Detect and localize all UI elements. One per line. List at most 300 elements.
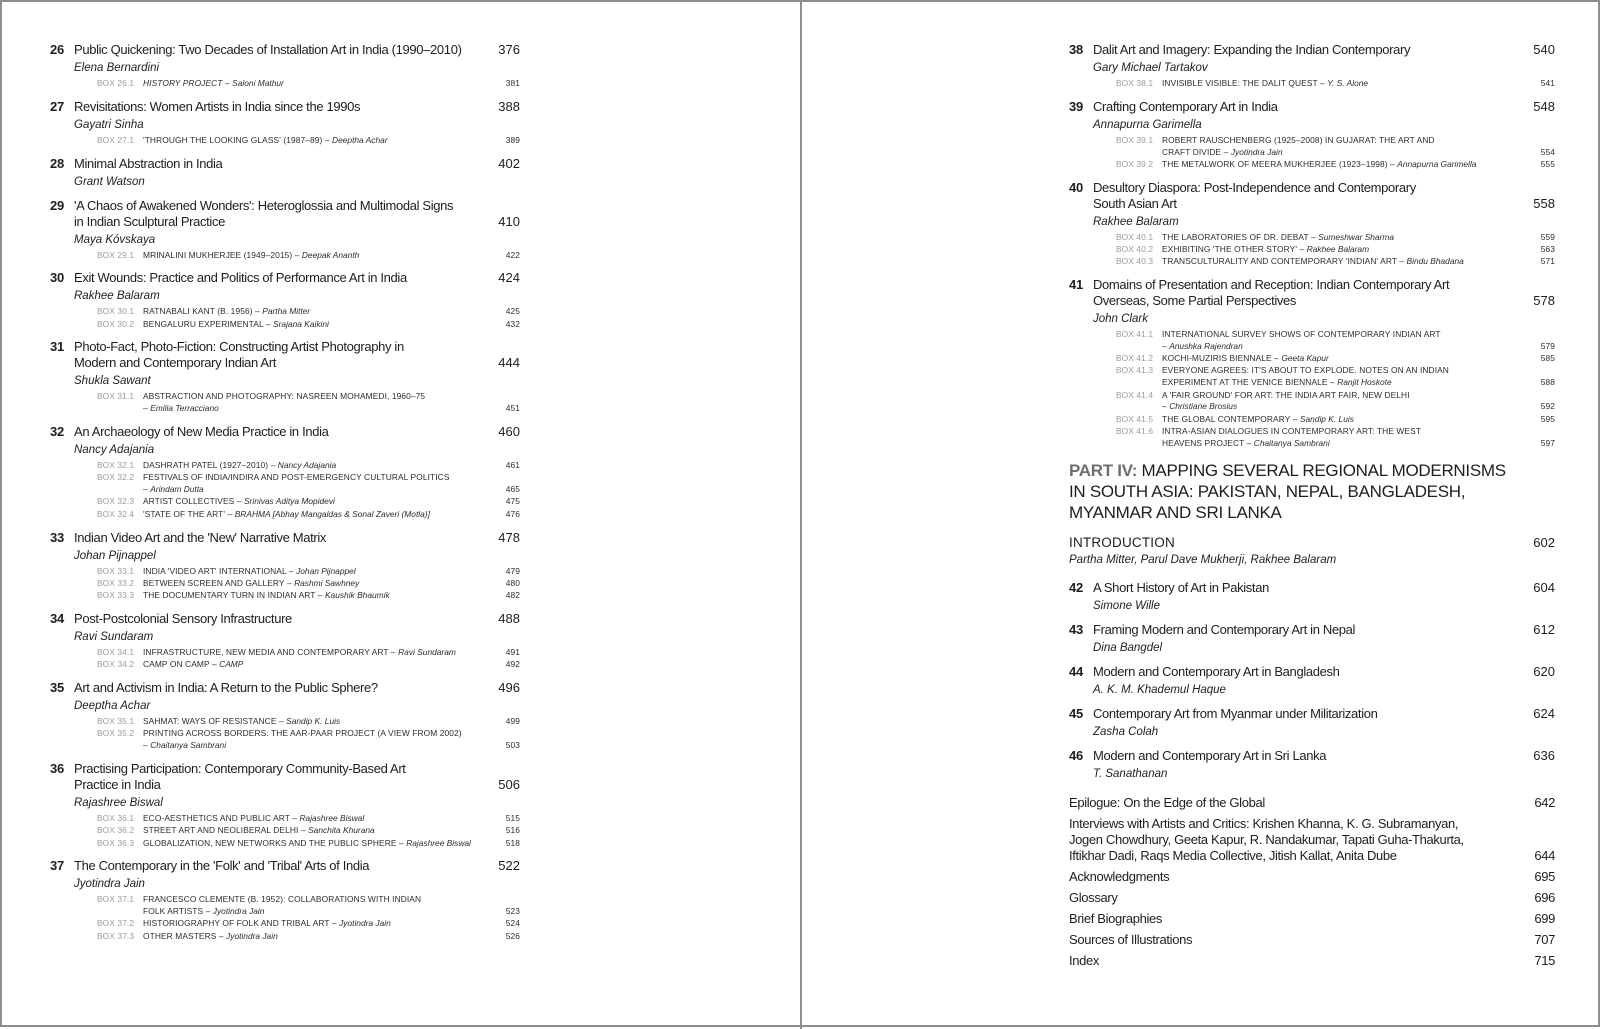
box-author: Jyotindra Jain (1230, 146, 1283, 157)
box-label: BOX 30.1 (97, 306, 135, 317)
chapter-title-line: South Asian Art (1093, 195, 1177, 211)
chapter-title (74, 611, 490, 627)
right-toc-column (1069, 42, 1555, 969)
chapter-title-line: 'A Chaos of Awakened Wonders': Heteroglossia and Multimodal Signs (74, 197, 454, 213)
introduction-page: 602 (1533, 534, 1555, 550)
box-author: Emilia Terracciano (150, 403, 219, 414)
box-text (143, 590, 500, 602)
chapter-page: 522 (498, 858, 520, 874)
chapter-entry (50, 156, 520, 189)
box-author: Chaitanya Sambrani (1253, 437, 1330, 448)
chapter-entry (50, 339, 520, 415)
introduction-title: INTRODUCTION (1069, 534, 1175, 550)
chapter-title-line: Practice in India (74, 776, 161, 792)
box-text (143, 813, 500, 825)
chapter-author: Elena Bernardini (74, 62, 160, 74)
part4-chapter-list (1069, 580, 1555, 781)
box-title: PRINTING ACROSS BORDERS: THE AAR-PAAR PROJECT (A VIEW FROM 2002) (143, 728, 462, 739)
box-title: EXPERIMENT AT THE VENICE BIENNALE (1162, 377, 1328, 388)
chapter-title-line: Exit Wounds: Practice and Politics of Performance Art in India (74, 270, 407, 286)
box-title: FRANCESCO CLEMENTE (B. 1952): COLLABORATIONS WITH INDIAN (143, 894, 422, 905)
chapter-title-line: Post-Postcolonial Sensory Infrastructure (74, 610, 292, 626)
chapter-author: Gary Michael Tartakov (1093, 62, 1208, 74)
box-text (1162, 135, 1535, 159)
introduction-authors: Partha Mitter, Parul Dave Mukherji, Rakhee Balaram (1069, 553, 1337, 566)
box-label: BOX 41.5 (1116, 413, 1154, 424)
box-title: HISTORIOGRAPHY OF FOLK AND TRIBAL ART (143, 918, 330, 929)
box-title-line: RATNABALI KANT (B. 1956) – Partha Mitter (143, 306, 311, 317)
box-text (143, 578, 500, 590)
box-entry (1116, 390, 1555, 414)
box-entry (97, 509, 520, 521)
end-matter-title (1069, 795, 1526, 811)
chapter-title (74, 99, 490, 115)
box-title-line: EXHIBITING 'THE OTHER STORY' – Rakhee Balaram (1162, 243, 1370, 254)
box-title: HISTORY PROJECT (143, 78, 223, 88)
box-title: THE GLOBAL CONTEMPORARY (1162, 413, 1291, 424)
chapter-heading (1069, 580, 1555, 596)
box-author: Deeptha Achar (332, 134, 388, 145)
chapter-title-line: Art and Activism in India: A Return to the Public Sphere? (74, 680, 378, 696)
box-text (143, 496, 500, 508)
chapter-author: Ravi Sundaram (74, 630, 154, 643)
chapter-page: 636 (1533, 747, 1555, 763)
chapter-number: 27 (50, 98, 65, 114)
box-page: 381 (505, 78, 520, 88)
chapter-page: 496 (498, 680, 520, 696)
box-title: STREET ART AND NEOLIBERAL DELHI (143, 825, 299, 836)
chapter-author: Dina Bangdel (1093, 641, 1163, 654)
box-title-line: HEAVENS PROJECT – Chaitanya Sambrani (1162, 437, 1330, 448)
chapter-heading (1069, 99, 1555, 115)
box-label: BOX 40.3 (1116, 256, 1154, 267)
box-page: 499 (505, 716, 520, 727)
box-list (1116, 329, 1555, 449)
box-text (1162, 414, 1535, 426)
box-text (1162, 365, 1535, 389)
chapter-author: Gayatri Sinha (74, 118, 144, 131)
end-matter-entry (1069, 911, 1555, 927)
box-title-line: DASHRATH PATEL (1927–2010) – Nancy Adajania (143, 460, 337, 471)
box-label: BOX 27.1 (97, 134, 135, 145)
box-list (97, 391, 520, 415)
chapter-entry (1069, 664, 1555, 697)
box-label: BOX 41.2 (1116, 353, 1154, 364)
box-author: Sandip K. Luis (286, 716, 341, 727)
chapter-title (74, 424, 490, 440)
box-list (97, 813, 520, 849)
box-page: 480 (505, 577, 520, 588)
box-text (1162, 256, 1535, 268)
box-title: INFRASTRUCTURE, NEW MEDIA AND CONTEMPORARY ART (143, 646, 389, 657)
chapter-page: 624 (1533, 705, 1555, 721)
box-text (143, 716, 500, 728)
chapter-author: Maya Kóvskaya (74, 233, 156, 246)
box-entry (97, 472, 520, 496)
chapter-title (1093, 748, 1525, 764)
box-text (143, 250, 500, 262)
box-title: FESTIVALS OF INDIA/INDIRA AND POST-EMERGENCY CULTURAL POLITICS (143, 472, 450, 483)
box-text (143, 460, 500, 472)
box-author: Jyotindra Jain (212, 906, 265, 917)
chapter-number: 31 (50, 339, 65, 355)
box-title-line: 'THROUGH THE LOOKING GLASS' (1987–89) – Deeptha Achar (143, 134, 388, 145)
box-title-line: INDIA 'VIDEO ART' INTERNATIONAL – Johan Pijnappel (143, 565, 356, 576)
box-title: ARTIST COLLECTIVES (143, 496, 235, 507)
box-label: BOX 40.2 (1116, 243, 1154, 254)
box-author: Geeta Kapur (1281, 353, 1329, 364)
right-chapter-list (1069, 42, 1555, 450)
box-page: 592 (1540, 401, 1555, 412)
box-title: EXHIBITING 'THE OTHER STORY' (1162, 243, 1298, 254)
box-text (1162, 353, 1535, 365)
box-author: Deepak Ananth (301, 249, 360, 260)
chapter-title-line: Domains of Presentation and Reception: Indian Contemporary Art (1093, 277, 1450, 293)
chapter-number: 32 (50, 424, 65, 440)
box-title: INVISIBLE VISIBLE: THE DALIT QUEST (1162, 78, 1318, 88)
chapter-number: 44 (1069, 663, 1084, 679)
chapter-title-line: Desultory Diaspora: Post-Independence and Contemporary (1093, 179, 1416, 195)
box-title-line: STREET ART AND NEOLIBERAL DELHI – Sanchita Khurana (143, 825, 375, 836)
box-entry (97, 78, 520, 90)
end-matter-line: Sources of Illustrations (1069, 931, 1193, 947)
box-author: Nancy Adajania (277, 460, 337, 471)
box-title-line: THE LABORATORIES OF DR. DEBAT – Sumeshwar Sharma (1162, 231, 1395, 242)
box-author: Ravi Sundaram (398, 646, 456, 657)
box-entry (97, 391, 520, 415)
box-page: 492 (505, 659, 520, 670)
box-entry (97, 716, 520, 728)
box-list (97, 306, 520, 330)
box-author-line: – Christiane Brosius (1162, 401, 1238, 412)
box-list (97, 566, 520, 602)
end-matter-page: 695 (1534, 868, 1555, 884)
chapter-heading (1069, 277, 1555, 309)
box-entry (1116, 426, 1555, 450)
chapter-title (1093, 42, 1525, 58)
chapter-number: 29 (50, 197, 65, 213)
box-label: BOX 32.2 (97, 472, 135, 483)
chapter-author: T. Sanathanan (1093, 767, 1168, 780)
box-title-line: KOCHI-MUZIRIS BIENNALE – Geeta Kapur (1162, 353, 1329, 364)
box-page: 554 (1540, 146, 1555, 157)
end-matter-entry (1069, 816, 1555, 864)
box-author: Johan Pijnappel (296, 565, 356, 576)
end-matter-page: 699 (1534, 910, 1555, 926)
chapter-heading (50, 761, 520, 793)
box-title-line: CAMP ON CAMP – CAMP (143, 659, 244, 670)
box-page: 482 (505, 590, 520, 601)
chapter-title (74, 858, 490, 874)
chapter-author: Grant Watson (74, 175, 145, 188)
box-list (97, 894, 520, 942)
box-title: A 'FAIR GROUND' FOR ART: THE INDIA ART FAIR, NEW DELHI (1162, 389, 1410, 400)
chapter-entry (1069, 748, 1555, 781)
box-page: 595 (1540, 413, 1555, 424)
chapter-heading (1069, 42, 1555, 58)
end-matter-title (1069, 932, 1526, 948)
box-page: 451 (505, 403, 520, 414)
box-entry (97, 813, 520, 825)
chapter-author: Shukla Sawant (74, 375, 151, 388)
box-page: 526 (505, 930, 520, 941)
chapter-title (1093, 706, 1525, 722)
chapter-number: 33 (50, 529, 65, 545)
box-title-line (143, 894, 500, 906)
box-text (143, 728, 500, 752)
box-title-line: THE METALWORK OF MEERA MUKHERJEE (1923–1998) – Annapurna Garimella (1162, 158, 1477, 169)
box-author: Kaushik Bhaumik (324, 590, 390, 601)
chapter-number: 35 (50, 680, 65, 696)
box-label: BOX 33.2 (97, 577, 135, 588)
chapter-number: 28 (50, 155, 65, 171)
chapter-heading (50, 611, 520, 627)
box-label: BOX 36.1 (97, 812, 135, 823)
chapter-author: Rakhee Balaram (1093, 215, 1179, 228)
end-matter-entry (1069, 932, 1555, 948)
chapter-title (74, 156, 490, 172)
box-page: 479 (505, 565, 520, 576)
box-title: ROBERT RAUSCHENBERG (1925–2008) IN GUJARAT: THE ART AND (1162, 134, 1435, 145)
chapter-entry (50, 680, 520, 752)
box-page: 597 (1540, 437, 1555, 448)
box-title: EVERYONE AGREES: IT'S ABOUT TO EXPLODE. NOTES ON AN INDIAN (1162, 365, 1449, 376)
chapter-author: Simone Wille (1093, 599, 1161, 612)
chapter-entry (1069, 580, 1555, 613)
box-text (143, 659, 500, 671)
right-page (802, 2, 1600, 1029)
part-heading-line: PART IV: MAPPING SEVERAL REGIONAL MODERNISMS (1069, 460, 1506, 480)
end-matter-entry (1069, 795, 1555, 811)
chapter-title (74, 680, 490, 696)
chapter-entry (1069, 706, 1555, 739)
chapter-page: 612 (1533, 621, 1555, 637)
chapter-page: 620 (1533, 663, 1555, 679)
chapter-heading (50, 156, 520, 172)
chapter-heading (1069, 180, 1555, 212)
box-page: 461 (505, 460, 520, 471)
chapter-number: 45 (1069, 705, 1084, 721)
box-author: CAMP (219, 659, 244, 670)
chapter-title (1093, 180, 1525, 212)
box-page: 541 (1540, 78, 1555, 88)
box-title: OTHER MASTERS (143, 930, 217, 941)
box-list (97, 250, 520, 262)
box-entry (97, 838, 520, 850)
chapter-entry (50, 424, 520, 520)
box-author: Ranjit Hoskote (1337, 377, 1392, 388)
box-page: 588 (1540, 377, 1555, 388)
box-title-line: SAHMAT: WAYS OF RESISTANCE – Sandip K. Luis (143, 716, 341, 727)
box-author: Anushka Rajendran (1169, 340, 1243, 351)
chapter-heading (50, 99, 520, 115)
box-title: 'THROUGH THE LOOKING GLASS' (1987–89) (143, 134, 323, 145)
box-entry (97, 931, 520, 943)
box-author: Y. S. Alone (1327, 78, 1369, 88)
chapter-page: 388 (498, 98, 520, 114)
box-label: BOX 30.2 (97, 318, 135, 329)
chapter-title-line: Minimal Abstraction in India (74, 155, 223, 171)
box-page: 523 (505, 906, 520, 917)
box-page: 579 (1540, 340, 1555, 351)
box-page: 515 (505, 812, 520, 823)
box-entry (97, 135, 520, 147)
left-toc-column (50, 42, 520, 943)
chapter-author: A. K. M. Khademul Haque (1093, 683, 1226, 696)
chapter-title-line: The Contemporary in the 'Folk' and 'Tribal' Arts of India (74, 858, 370, 874)
end-matter-list (1069, 795, 1555, 969)
box-entry (97, 578, 520, 590)
box-page: 465 (505, 484, 520, 495)
box-page: 491 (505, 646, 520, 657)
chapter-page: 548 (1533, 98, 1555, 114)
chapter-heading (1069, 622, 1555, 638)
box-author: BRAHMA [Abhay Mangaldas & Sonal Zaveri (Motla)] (234, 508, 430, 519)
chapter-title-line: Revisitations: Women Artists in India since the 1990s (74, 98, 361, 114)
chapter-title (1093, 580, 1525, 596)
box-entry (97, 894, 520, 918)
box-label: BOX 38.1 (1116, 78, 1154, 88)
box-label: BOX 41.4 (1116, 389, 1154, 400)
box-page: 571 (1540, 256, 1555, 267)
chapter-title (74, 530, 490, 546)
box-label: BOX 37.2 (97, 918, 135, 929)
chapter-page: 578 (1533, 293, 1555, 309)
box-label: BOX 36.2 (97, 825, 135, 836)
box-page: 425 (505, 306, 520, 317)
part-label: PART IV: (1069, 460, 1138, 480)
chapter-page: 424 (498, 270, 520, 286)
chapter-title-line: Modern and Contemporary Indian Art (74, 355, 276, 371)
chapter-author: John Clark (1093, 313, 1148, 326)
box-title-line: INVISIBLE VISIBLE: THE DALIT QUEST – Y. S. Alone (1162, 78, 1369, 88)
box-entry (1116, 135, 1555, 159)
box-author: Sumeshwar Sharma (1318, 231, 1395, 242)
box-label: BOX 41.1 (1116, 329, 1154, 340)
box-label: BOX 36.3 (97, 837, 135, 848)
box-author: Bindu Bhadana (1406, 256, 1464, 267)
box-author: Chaitanya Sambrani (150, 740, 227, 751)
box-author: Christiane Brosius (1169, 401, 1238, 412)
end-matter-page: 715 (1534, 952, 1555, 968)
box-title: THE LABORATORIES OF DR. DEBAT (1162, 231, 1309, 242)
left-page (2, 2, 800, 1029)
box-page: 555 (1540, 158, 1555, 169)
box-entry (97, 825, 520, 837)
box-title-line: INFRASTRUCTURE, NEW MEDIA AND CONTEMPORARY ART – Ravi Sundaram (143, 646, 456, 657)
introduction-entry (1069, 535, 1555, 568)
chapter-title-line: Indian Video Art and the 'New' Narrative Matrix (74, 529, 327, 545)
box-author: Srinivas Aditya Mopidevi (243, 496, 335, 507)
end-matter-entry (1069, 953, 1555, 969)
chapter-number: 38 (1069, 42, 1084, 57)
end-matter-line: Acknowledgments (1069, 868, 1170, 884)
chapter-heading (1069, 664, 1555, 680)
box-title: INTRA-ASIAN DIALOGUES IN CONTEMPORARY ART: THE WEST (1162, 425, 1422, 436)
end-matter-title (1069, 953, 1526, 969)
box-label: BOX 37.3 (97, 930, 135, 941)
box-title-line (1162, 365, 1535, 377)
chapter-title (74, 198, 490, 230)
box-text (1162, 390, 1535, 414)
box-title-line: TRANSCULTURALITY AND CONTEMPORARY 'INDIAN' ART – Bindu Bhadana (1162, 256, 1464, 267)
box-title: GLOBALIZATION, NEW NETWORKS AND THE PUBLIC SPHERE (143, 837, 397, 848)
chapter-page: 478 (498, 529, 520, 545)
box-entry (97, 590, 520, 602)
box-page: 518 (505, 837, 520, 848)
box-entry (1116, 365, 1555, 389)
box-title-line (143, 391, 500, 403)
box-label: BOX 32.4 (97, 508, 135, 519)
box-label: BOX 33.3 (97, 590, 135, 601)
chapter-title-line: Modern and Contemporary Art in Sri Lanka (1093, 747, 1327, 763)
chapter-author: Rajashree Biswal (74, 796, 163, 809)
box-title: FOLK ARTISTS (143, 906, 204, 917)
box-text (1162, 426, 1535, 450)
box-author: Rajashree Biswal (406, 837, 471, 848)
box-entry (1116, 159, 1555, 171)
box-label: BOX 35.1 (97, 716, 135, 727)
box-title: DASHRATH PATEL (1927–2010) (143, 460, 269, 471)
box-entry (1116, 244, 1555, 256)
box-title-line: GLOBALIZATION, NEW NETWORKS AND THE PUBLIC SPHERE – Rajashree Biswal (143, 837, 471, 848)
box-text (1162, 329, 1535, 353)
end-matter-line: Index (1069, 952, 1100, 968)
box-title-line: THE GLOBAL CONTEMPORARY – Sandip K. Luis (1162, 413, 1354, 424)
box-entry (97, 250, 520, 262)
box-entry (97, 566, 520, 578)
chapter-heading (50, 339, 520, 371)
box-author-line: – Emilia Terracciano (143, 403, 219, 414)
box-label: BOX 26.1 (97, 78, 135, 88)
box-page: 516 (505, 825, 520, 836)
box-title: 'STATE OF THE ART' (143, 508, 226, 519)
box-author: Arindam Dutta (150, 484, 204, 495)
box-title-line: HISTORIOGRAPHY OF FOLK AND TRIBAL ART – Jyotindra Jain (143, 918, 391, 929)
box-list (97, 716, 520, 752)
box-author: Jyotindra Jain (226, 930, 278, 941)
chapter-number: 42 (1069, 579, 1084, 595)
box-text (1162, 232, 1535, 244)
chapter-page: 376 (498, 42, 520, 57)
chapter-entry (1069, 42, 1555, 90)
chapter-page: 558 (1533, 195, 1555, 211)
chapter-number: 26 (50, 42, 65, 57)
box-page: 563 (1540, 243, 1555, 254)
chapter-title-line: Dalit Art and Imagery: Expanding the Indian Contemporary (1093, 42, 1411, 57)
box-text (143, 78, 500, 90)
chapter-entry (1069, 622, 1555, 655)
chapter-page: 488 (498, 610, 520, 626)
end-matter-line: Interviews with Artists and Critics: Krishen Khanna, K. G. Subramanyan, (1069, 815, 1459, 831)
box-text (143, 647, 500, 659)
box-title-line: ECO-AESTHETICS AND PUBLIC ART – Rajashree Biswal (143, 812, 365, 823)
box-title: CRAFT DIVIDE (1162, 146, 1222, 157)
chapter-number: 34 (50, 610, 65, 626)
box-text (143, 306, 500, 318)
end-matter-entry (1069, 890, 1555, 906)
box-text (143, 566, 500, 578)
page-divider (800, 2, 802, 1029)
chapter-title-line: in Indian Sculptural Practice (74, 213, 225, 229)
box-page: 503 (505, 740, 520, 751)
chapter-title-line: Framing Modern and Contemporary Art in Nepal (1093, 621, 1356, 637)
box-text (143, 391, 500, 415)
box-label: BOX 41.3 (1116, 365, 1154, 376)
box-title-line: HISTORY PROJECT – Saloni Mathur (143, 78, 284, 88)
chapter-heading (50, 424, 520, 440)
end-matter-line: Epilogue: On the Edge of the Global (1069, 794, 1265, 810)
